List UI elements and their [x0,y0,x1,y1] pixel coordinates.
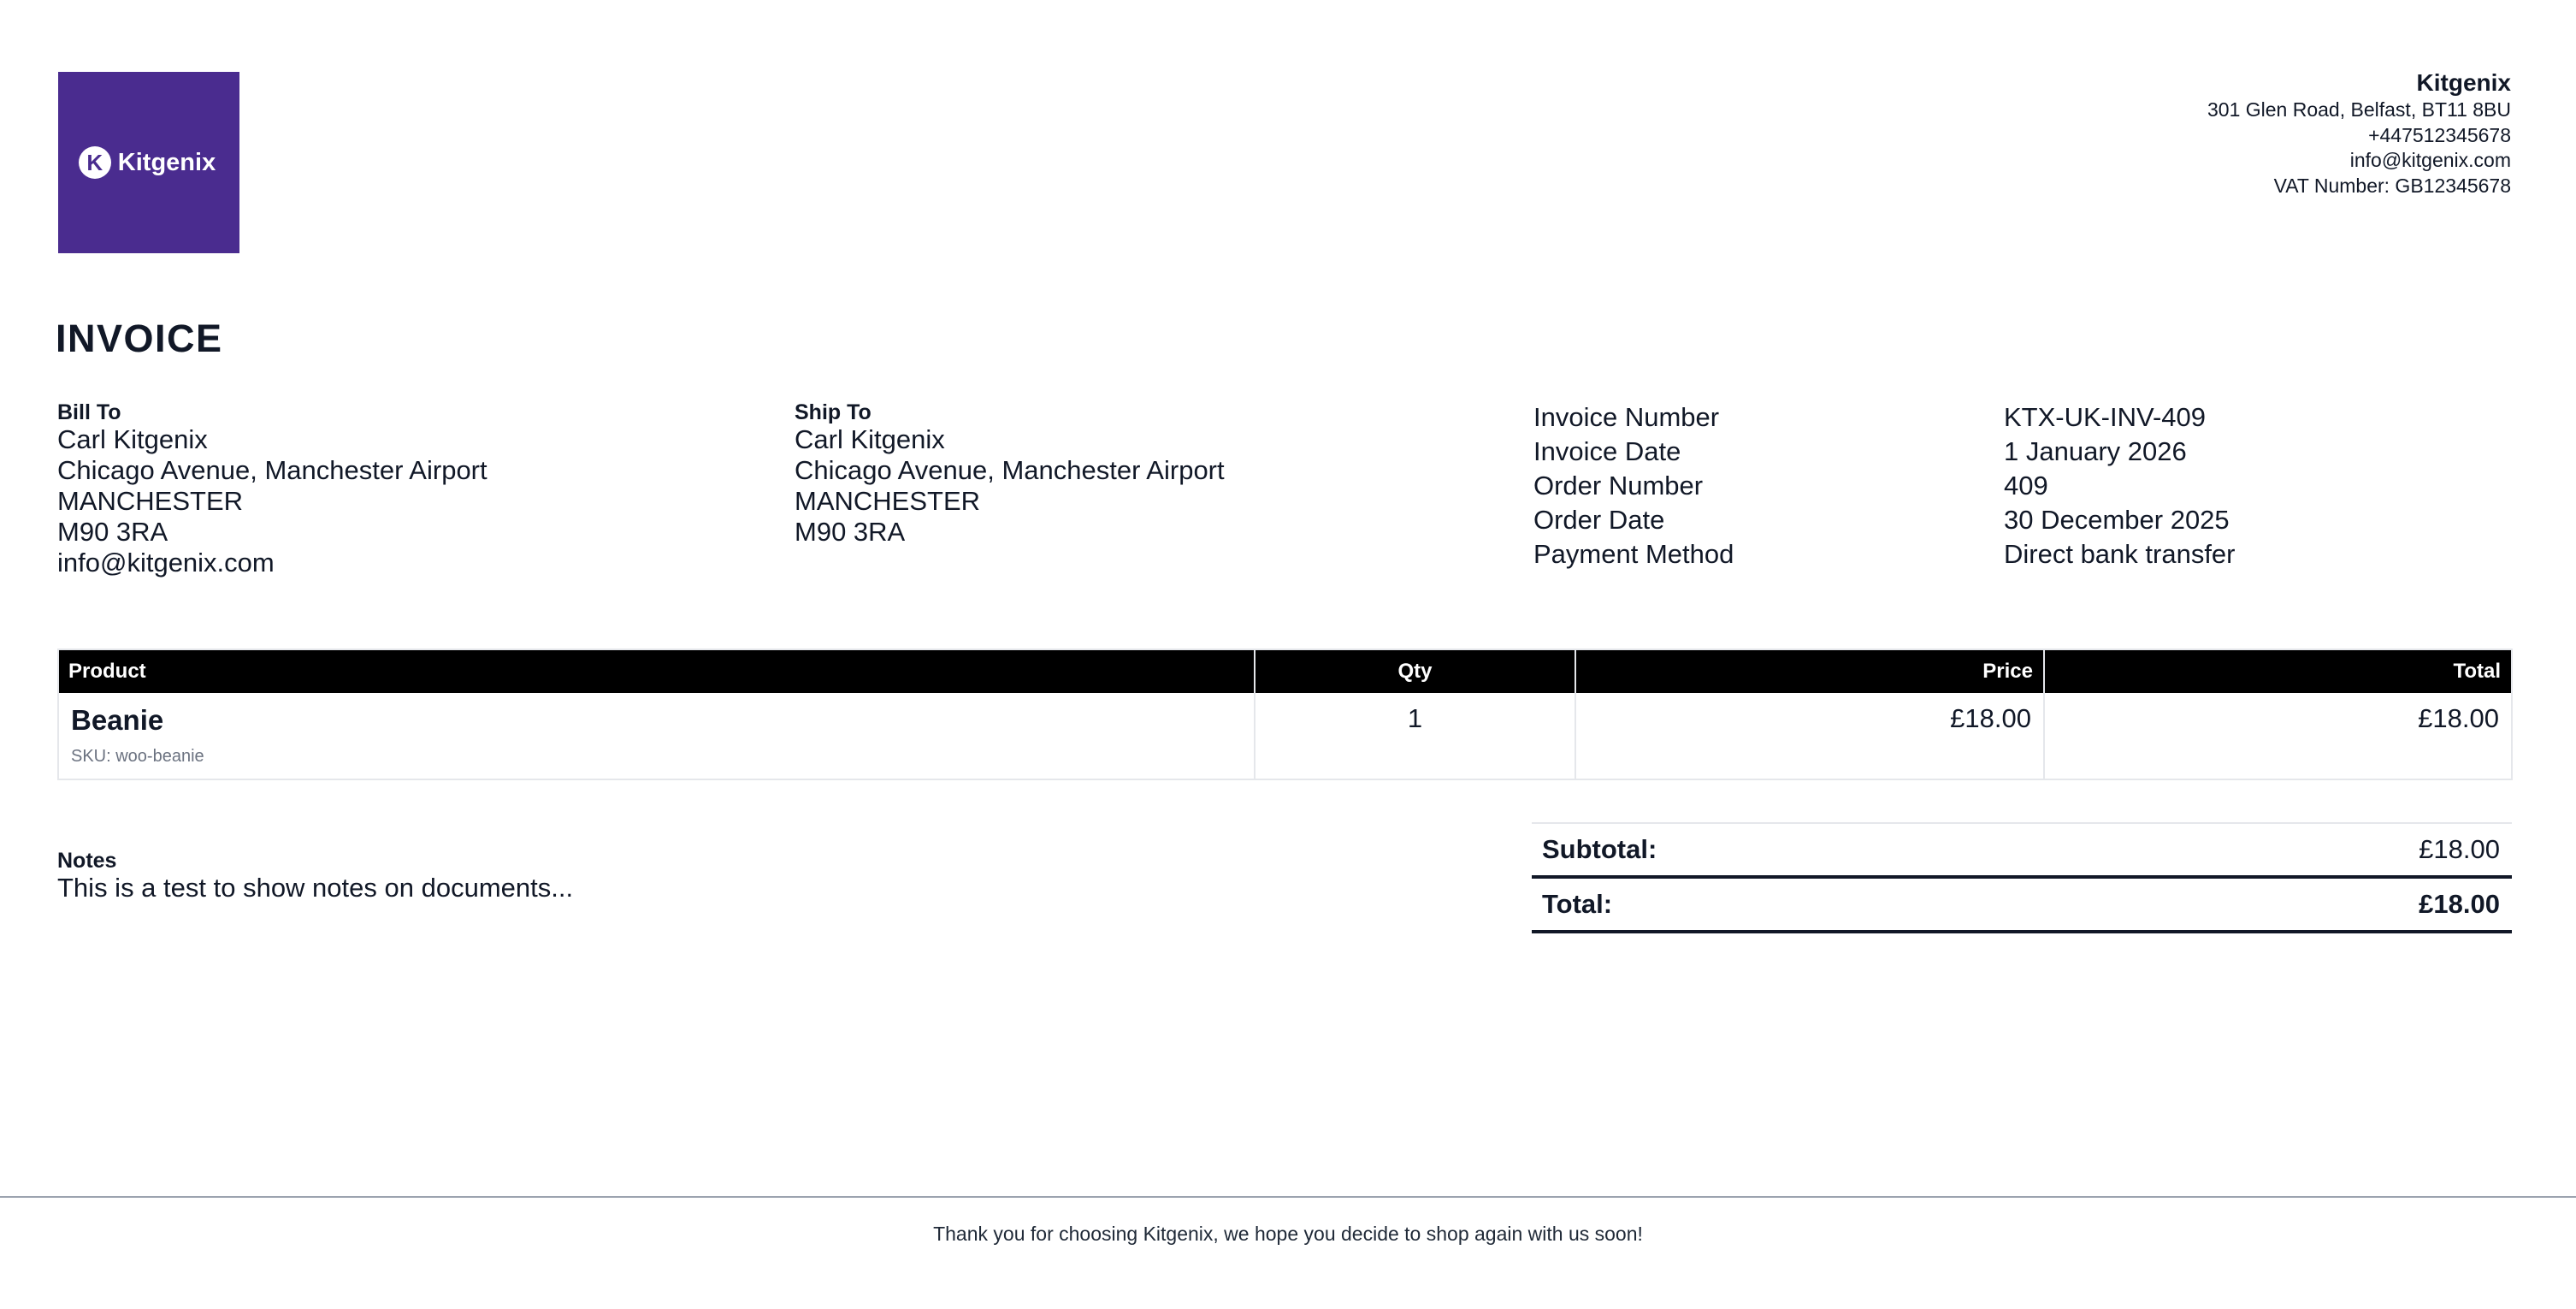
meta-value: Direct bank transfer [2004,539,2236,569]
notes-text: This is a test to show notes on documents... [57,873,574,903]
product-name: Beanie [71,704,164,736]
grand-total-row [1532,879,2512,933]
bill-to-name: Carl Kitgenix [57,424,208,454]
ship-to-label: Ship To [795,400,871,424]
company-vat: VAT Number: GB12345678 [2273,174,2511,197]
column-header-price: Price [1575,649,2044,693]
subtotal-label: Subtotal: [1542,834,1657,864]
ship-to-name: Carl Kitgenix [795,424,945,454]
logo-mark [79,146,216,179]
meta-label: Order Date [1533,505,1665,535]
subtotal-row [1532,824,2512,879]
meta-row-order-number [1533,469,2517,503]
notes-block [57,849,573,903]
column-header-qty: Qty [1255,649,1575,693]
ship-to-city: MANCHESTER [795,486,981,516]
bill-to-postcode: M90 3RA [57,517,168,547]
company-name: Kitgenix [2416,69,2511,96]
table-row [58,693,2512,779]
ship-to-block [795,400,1225,548]
column-header-product: Product [58,649,1255,693]
company-phone: +447512345678 [2368,123,2511,146]
meta-label: Order Number [1533,471,1704,500]
bill-to-label: Bill To [57,400,121,424]
meta-row-order-date [1533,503,2517,537]
company-email: info@kitgenix.com [2349,149,2511,171]
meta-row-invoice-date [1533,435,2517,469]
ship-to-postcode: M90 3RA [795,517,906,547]
meta-label: Invoice Number [1533,402,1720,432]
meta-label: Invoice Date [1533,436,1681,466]
table-header-row [58,649,2512,693]
notes-label: Notes [57,849,117,873]
bill-to-email: info@kitgenix.com [57,548,275,578]
meta-row-payment-method [1533,537,2517,572]
footer-message: Thank you for choosing Kitgenix, we hope you decide to shop again with us soon! [933,1223,1643,1245]
company-info [2207,68,2511,198]
total-cell: £18.00 [2044,693,2512,779]
meta-label: Payment Method [1533,539,1734,569]
totals-block [1532,822,2512,933]
meta-row-invoice-number [1533,400,2517,435]
company-address: 301 Glen Road, Belfast, BT11 8BU [2207,98,2511,121]
meta-value: 1 January 2026 [2004,436,2187,466]
price-cell: £18.00 [1575,693,2044,779]
document-title: INVOICE [56,317,223,360]
meta-value: KTX-UK-INV-409 [2004,402,2207,432]
grand-total-value: £18.00 [2419,889,2500,919]
grand-total-label: Total: [1542,889,1613,919]
column-header-total: Total [2044,649,2512,693]
bill-to-city: MANCHESTER [57,486,244,516]
invoice-meta [1533,400,2517,572]
bill-to-street: Chicago Avenue, Manchester Airport [57,455,487,485]
footer-divider [0,1196,2576,1198]
company-logo [58,72,239,253]
product-cell [58,693,1255,779]
subtotal-value: £18.00 [2419,834,2500,864]
meta-value: 30 December 2025 [2004,505,2230,535]
ship-to-street: Chicago Avenue, Manchester Airport [795,455,1225,485]
logo-k-icon: K [79,146,111,179]
product-sku: SKU: woo-beanie [71,747,204,766]
qty-cell: 1 [1255,693,1575,779]
line-items-table [57,649,2513,780]
meta-value: 409 [2004,471,2048,500]
logo-wordmark: Kitgenix [117,148,216,176]
bill-to-block [57,400,487,578]
